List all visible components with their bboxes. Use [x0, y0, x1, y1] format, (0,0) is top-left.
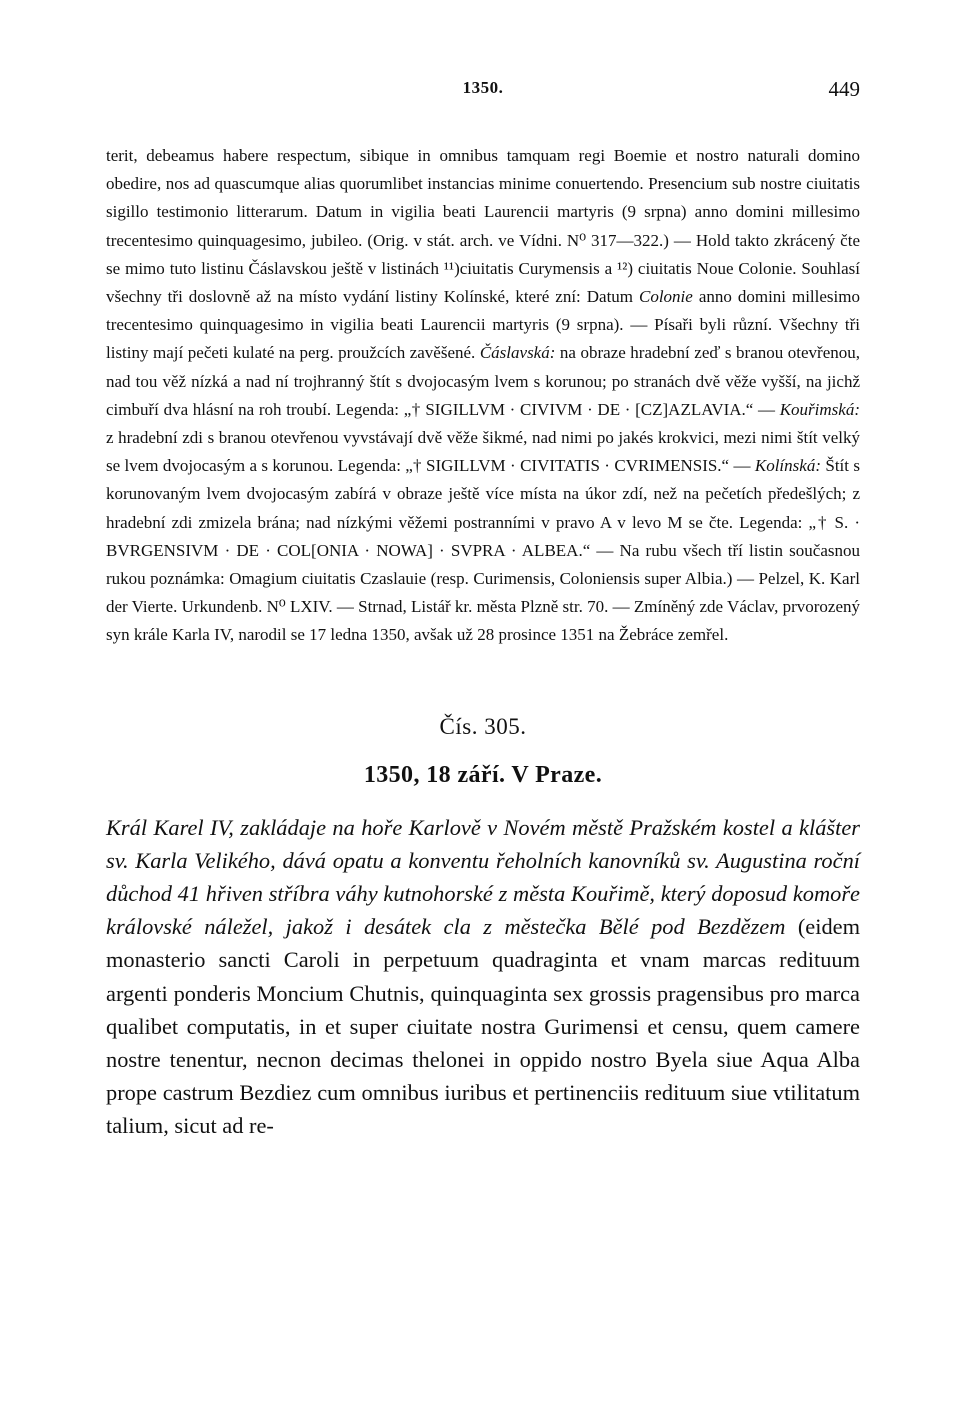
page-number: 449	[828, 77, 860, 101]
entry-summary: Král Karel IV, zakládaje na hoře Karlově v Novém městě Pražském kostel a klášter sv. Karla Velikého, dává opatu a konventu řeholních kanovníků sv. Augustina roční důchod 41 hřiven stříbra váhy kutnohorské z města Kouřimě, který doposud komoře královské náležel, jakož i desátek cla z městečka Bělé pod Bezdězem	[106, 814, 860, 940]
entry-body	[106, 811, 860, 1143]
notes-italic-kolinska: Kolínská:	[754, 456, 821, 476]
notes-italic-caslavska: Čáslavská:	[479, 343, 556, 363]
notes-italic-kourimska: Kouřimská:	[779, 399, 860, 419]
document-page	[106, 78, 860, 1143]
running-year: 1350.	[462, 78, 504, 97]
notes-text-1: terit, debeamus habere respectum, sibique in omnibus tamquam regi Boemie et nostro naturali domino obedire, nos ad quascumque alias quorumlibet instancias minime conuertendo. Presencium sub nostre ciuitatis sigillo testimonio litterarum. Datum in vigilia beati Laurencii martyris (9 srpna) anno domini millesimo trecentesimo quinquagesimo, jubileo. (Orig. v stát. arch. ve Vídni. N⁰ 317—322.) — Hold takto zkrácený čte se mimo tuto listinu Čáslavskou ještě v listinách ¹¹)ciuitatis Curymensis a ¹²) ciuitatis Noue Colonie. Souhlasí všechny tři doslovně až na místo vydání listiny Kolínské, které zní: Datum	[106, 146, 860, 307]
notes-italic-colonie: Colonie	[639, 287, 693, 307]
notes-text-5: Štít s korunovaným lvem dvojocasým zabírá v obraze ještě více místa na úkor zdí, než na pečetích předešlých; z hradební zdi zmizela brána; nad nízkými věžemi postranními v pravo A v levo M se čte. Legenda: „† S. · BVRGENSIVM · DE · COL[ONIA · NOWA] · SVPRA · ALBEA.“ — Na rubu všech tří listin současnou rukou poznámka: Omagium ciuitatis Czaslauie (resp. Curimensis, Coloniensis super Albia.) — Pelzel, K. Karl der Vierte. Urkundenb. N⁰ LXIV. — Strnad, Listář kr. města Plzně str. 70. — Zmíněný zde Václav, prvorozený syn krále Karla IV, narodil se 17 ledna 1350, avšak už 28 prosince 1351 na Žebráce zemřel.	[106, 456, 860, 645]
notes-text-4: z hradební zdi s branou otevřenou vyvstávají dvě věže šikmé, nad nimi po jakés krokvici, mezi nimi štít velký se lvem dvojocasým a s korunou. Legenda: „† SIGILLVM · CIVITATIS · CVRIMENSIS.“ —	[106, 428, 860, 476]
notes-text-3: na obraze hradební zeď s branou otevřenou, nad tou věž nízká a nad ní trojhranný štít s dvojocasým lvem s korunou; po stranách dvě věže vyšší, na jichž cimbuří dva hlásní na roh troubí. Legenda: „† SIGILLVM · CIVIVM · DE · [CZ]AZLAVIA.“ —	[106, 343, 860, 419]
entry-paragraph	[106, 811, 860, 1143]
notes-text-2: anno domini millesimo trecentesimo quinquagesimo in vigilia beati Laurencii martyris (9 srpna). — Písaři byli různí. Všechny tři listiny mají pečeti kulaté na perg. proužcích zavěšené.	[106, 287, 860, 363]
entry-latin-text: (eidem monasterio sancti Caroli in perpetuum quadraginta et vnam marcas redituum argenti ponderis Moncium Chutnis, quinquaginta sex grossis pragensibus pro marca qualibet computatis, in et super ciuitate nostra Gurimensi et censu, quem camere nostre tenentur, necnon decimas thelonei in oppido nostro Byela siue Aqua Alba prope castrum Bezdiez cum omnibus iuribus et pertinenciis redituum siue vtilitatum talium, sicut ad re-	[106, 914, 860, 1139]
notes-section	[106, 142, 860, 650]
entry-date-heading: 1350, 18 září. V Praze.	[363, 761, 603, 788]
page-header	[106, 78, 860, 112]
notes-paragraph	[106, 142, 860, 650]
entry-number: Čís. 305.	[439, 713, 527, 739]
